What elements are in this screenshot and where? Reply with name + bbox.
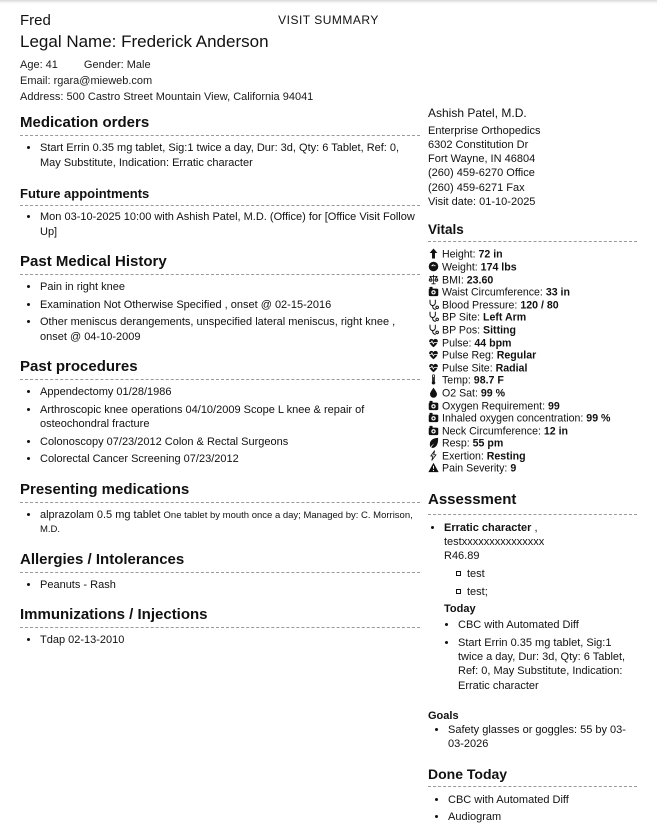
allergy-item: • Peanuts - Rash	[40, 578, 420, 593]
left-column	[20, 100, 420, 651]
vital-value: 55 pm	[472, 437, 504, 450]
tape-icon	[428, 286, 439, 297]
done-today-item: • Audiogram	[448, 810, 637, 825]
vital-value: 99 %	[480, 387, 506, 400]
vital-row	[428, 462, 637, 475]
assessment-title: Assessment	[428, 490, 637, 515]
lungs-icon	[428, 437, 439, 448]
provider-org: Enterprise Orthopedics	[428, 124, 541, 137]
droplet-icon	[428, 387, 439, 398]
stethoscope-icon	[428, 311, 439, 322]
bolt-icon	[428, 450, 439, 461]
vital-label: Blood Pressure:	[442, 299, 521, 312]
tape-icon	[428, 425, 439, 436]
future-appointments-section	[20, 186, 420, 239]
vital-label: Waist Circumference:	[442, 286, 546, 299]
vitals-list	[428, 248, 637, 475]
diagnosis-note: , testxxxxxxxxxxxxxxx	[444, 521, 545, 548]
medication-detail: One tablet by mouth once a day; Managed by: C. Morrison, M.D.	[40, 509, 413, 536]
assessment-sub-item: test	[456, 567, 637, 581]
vital-label: BP Site:	[442, 311, 484, 324]
done-today-section	[428, 766, 637, 825]
patient-age-gender	[20, 59, 657, 71]
vital-value: 120 / 80	[520, 299, 559, 312]
vital-value: 98.7 F	[473, 374, 504, 387]
document-header	[0, 4, 657, 103]
assessment-sub-item: test;	[456, 585, 637, 599]
vital-row	[428, 437, 637, 450]
allergies-section	[20, 551, 420, 593]
goals-title: Goals	[428, 709, 459, 722]
vitals-section	[428, 222, 637, 475]
medication-orders-title: Medication orders	[20, 114, 420, 136]
bmi-icon	[428, 274, 439, 285]
pmh-item: • Pain in right knee	[40, 280, 420, 295]
patient-email: Email: rgara@mieweb.com	[20, 75, 153, 87]
patient-nickname: Fred	[20, 12, 51, 29]
vital-row	[428, 274, 637, 287]
vitals-title: Vitals	[428, 222, 637, 242]
vital-row	[428, 450, 637, 463]
provider-address-line2: Fort Wayne, IN 46804	[428, 153, 536, 166]
vital-label: Pulse Site:	[442, 362, 496, 375]
assessment-section	[428, 490, 637, 693]
vital-value: 44 bpm	[474, 337, 512, 350]
done-today-title: Done Today	[428, 766, 637, 787]
immunizations-title: Immunizations / Injections	[20, 606, 420, 628]
heart-icon	[428, 337, 439, 348]
vital-label: BMI:	[442, 274, 467, 287]
vital-row	[428, 425, 637, 438]
presenting-medications-section	[20, 481, 420, 537]
vital-label: Neck Circumference:	[442, 425, 544, 438]
vital-row	[428, 387, 637, 400]
medication-order-item: • Start Errin 0.35 mg tablet, Sig:1 twice a day, Dur: 3d, Qty: 6 Tablet, Ref: 0, May Substitute, Indication: Erratic character	[40, 141, 420, 170]
heart-icon	[428, 362, 439, 373]
vital-value: Regular	[496, 349, 537, 362]
procedure-item: • Colonoscopy 07/23/2012 Colon & Rectal Surgeons	[40, 435, 420, 450]
pmh-item: • Examination Not Otherwise Specified , onset @ 02-15-2016	[40, 298, 420, 313]
vital-label: Pulse:	[442, 337, 475, 350]
vital-row	[428, 286, 637, 299]
vital-value: 99 %	[586, 412, 611, 425]
assessment-item	[444, 521, 637, 693]
vital-value: Resting	[486, 450, 526, 463]
stethoscope-icon	[428, 299, 439, 310]
vital-value: 99	[548, 400, 560, 412]
vital-label: Pain Severity:	[442, 462, 511, 475]
vital-label: BP Pos:	[442, 324, 484, 337]
vital-row	[428, 400, 637, 413]
heart-icon	[428, 349, 439, 360]
future-appointments-title: Future appointments	[20, 186, 420, 206]
vital-value: 174 lbs	[480, 261, 517, 274]
medication-orders-section	[20, 114, 420, 170]
vital-label: Temp:	[442, 374, 474, 387]
tape-icon	[428, 400, 439, 411]
diagnosis-code: R46.89	[444, 550, 480, 563]
vital-value: 33 in	[545, 286, 570, 299]
presenting-medications-title: Presenting medications	[20, 481, 420, 503]
done-today-item: • CBC with Automated Diff	[448, 793, 637, 808]
goal-item: • Safety glasses or goggles: 55 by 03-03-2026	[448, 723, 637, 752]
vital-row	[428, 324, 637, 337]
today-item: • Start Errin 0.35 mg tablet, Sig:1 twice a day, Dur: 3d, Qty: 6 Tablet, Ref: 0, May Substitute, Indication: Erratic character	[458, 636, 637, 693]
vital-row	[428, 311, 637, 324]
vital-label: Height:	[442, 248, 479, 261]
vital-label: Oxygen Requirement:	[442, 400, 548, 412]
vital-row	[428, 362, 637, 375]
provider-block	[428, 106, 637, 209]
diagnosis-name: Erratic character	[444, 521, 532, 534]
vital-value: 9	[510, 462, 517, 475]
height-icon	[428, 248, 439, 259]
vital-value: Radial	[495, 362, 528, 375]
past-medical-history-section	[20, 253, 420, 344]
vital-row	[428, 374, 637, 387]
allergies-title: Allergies / Intolerances	[20, 551, 420, 573]
vital-label: Weight:	[442, 261, 481, 274]
pmh-item: • Other meniscus derangements, unspecified lateral meniscus, right knee , onset @ 04-10-2009	[40, 315, 420, 344]
patient-legal-name: Legal Name: Frederick Anderson	[20, 32, 269, 51]
right-column	[428, 100, 647, 828]
procedure-item: • Appendectomy 01/28/1986	[40, 385, 420, 400]
tape-icon	[428, 412, 439, 423]
vital-row	[428, 248, 637, 261]
vital-value: 12 in	[543, 425, 569, 438]
immunization-item: • Tdap 02-13-2010	[40, 633, 420, 648]
vital-value: 72 in	[478, 248, 503, 261]
vital-row	[428, 349, 637, 362]
vital-label: Exertion:	[442, 450, 487, 463]
provider-fax: (260) 459-6271 Fax	[428, 181, 525, 194]
patient-gender: Gender: Male	[83, 59, 151, 71]
visit-summary-title: VISIT SUMMARY	[278, 13, 379, 27]
vital-label: Resp:	[442, 437, 473, 450]
past-medical-history-title: Past Medical History	[20, 253, 420, 275]
stethoscope-icon	[428, 324, 439, 335]
thermometer-icon	[428, 374, 439, 385]
weight-icon	[428, 261, 439, 272]
warning-icon	[428, 462, 439, 473]
provider-name: Ashish Patel, M.D.	[428, 106, 527, 120]
vital-row	[428, 299, 637, 312]
procedure-item: • Arthroscopic knee operations 04/10/2009 Scope L knee & repair of osteochondral fracture	[40, 403, 420, 432]
vital-row	[428, 337, 637, 350]
vital-value: Sitting	[483, 324, 516, 337]
immunizations-section	[20, 606, 420, 648]
vital-value: Left Arm	[483, 311, 527, 324]
vital-row	[428, 261, 637, 274]
procedure-item: • Colorectal Cancer Screening 07/23/2012	[40, 452, 420, 467]
goals-section	[428, 710, 637, 752]
today-item: • CBC with Automated Diff	[458, 618, 637, 632]
presenting-medication-item	[40, 508, 420, 537]
vital-label: O2 Sat:	[442, 387, 481, 400]
vital-label: Inhaled oxygen concentration:	[442, 412, 587, 425]
provider-phone: (260) 459-6270 Office	[428, 167, 535, 180]
past-procedures-section	[20, 358, 420, 467]
visit-date: Visit date: 01-10-2025	[428, 196, 536, 209]
visit-summary-document	[0, 4, 657, 828]
vital-row	[428, 412, 637, 425]
patient-address: Address: 500 Castro Street Mountain View, California 94041	[20, 91, 314, 103]
past-procedures-title: Past procedures	[20, 358, 420, 380]
today-label: Today	[444, 603, 476, 616]
provider-address-line1: 6302 Constitution Dr	[428, 138, 529, 151]
appointment-item: • Mon 03-10-2025 10:00 with Ashish Patel, M.D. (Office) for [Office Visit Follow Up]	[40, 210, 420, 239]
medication-name: alprazolam 0.5 mg tablet	[40, 508, 161, 521]
patient-age: Age: 41	[20, 59, 58, 71]
vital-value: 23.60	[466, 274, 494, 287]
vital-label: Pulse Reg:	[442, 349, 497, 362]
